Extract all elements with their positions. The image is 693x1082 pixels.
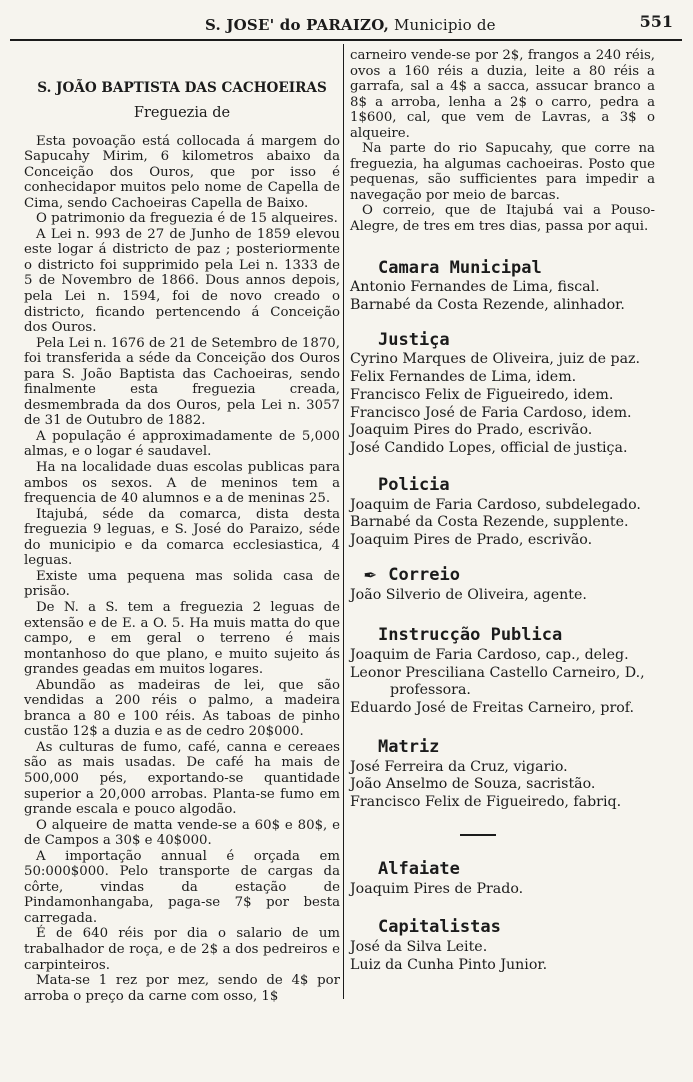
list-item: Francisco José de Faria Cardoso, idem. xyxy=(350,404,632,421)
section-subtitle: Freguezia de xyxy=(133,105,231,121)
policia-heading: Policia xyxy=(378,475,450,496)
paragraph: O alqueire de matta vende-se a 60$ e 80$, e de Campos a 30$ e 40$000. xyxy=(24,817,340,849)
matriz-heading: Matriz xyxy=(378,737,440,758)
running-title-rest: Municipio de xyxy=(393,16,496,34)
alfaiate-heading: Alfaiate xyxy=(378,858,460,879)
list-item: Francisco Felix de Figueiredo, idem. xyxy=(350,386,614,403)
paragraph: Ha na localidade duas escolas publicas para ambos os sexos. A de meninos tem a frequencia de 40 alumnos e a de meninas 25. xyxy=(24,460,340,507)
page-number: 551 xyxy=(639,12,673,31)
paragraph: É de 640 réis por dia o salario de um trabalhador de roça, e de 2$ a dos pedreiros e carpinteiros. xyxy=(24,926,340,973)
left-column xyxy=(24,48,340,1004)
right-column xyxy=(350,48,655,974)
list-item: José da Silva Leite. xyxy=(350,938,488,955)
paragraph: A Lei n. 993 de 27 de Junho de 1859 elevou este logar á districto de paz ; posteriormente o districto foi supprimido pela Lei n. 1333 de 5 de Novembro de 1866. Dous annos depois, pela Lei n. 1594, foi de novo creado o districto, ficando pertencendo á Conceição dos Ouros. xyxy=(24,226,340,336)
instruccao-heading: Instrucção Publica xyxy=(378,625,563,646)
paragraph: As culturas de fumo, café, canna e cereaes são as mais usadas. De café ha mais de 500,000 pés, exportando-se quantidade superior a 20,000 arrobas. Planta-se fumo em grande escala e pouco algodão. xyxy=(24,739,340,818)
paragraph: Existe uma pequena mas solida casa de prisão. xyxy=(24,568,340,600)
camara-heading: Camara Municipal xyxy=(378,257,542,278)
list-item: Joaquim Pires de Prado. xyxy=(350,880,524,897)
paragraph: Pela Lei n. 1676 de 21 de Setembro de 1870, foi transferida a séde da Conceição dos Ouros para S. João Baptista das Cachoeiras, sendo finalmente esta freguezia creada, desmembrada da dos Ouros, pela Lei n. 3057 de 31 de Outubro de 1882. xyxy=(24,335,340,429)
paragraph: A população é approximadamente de 5,000 almas, e o logar é saudavel. xyxy=(24,428,340,460)
paragraph: A importação annual é orçada em 50:000$000. Pelo transporte de cargas da côrte, vindas da estação de Pindamonhangaba, paga-se 7$ por besta carregada. xyxy=(24,848,340,926)
list-item: Luiz da Cunha Pinto Junior. xyxy=(350,956,548,973)
list-item: professora. xyxy=(390,682,471,699)
list-item: Joaquim Pires de Prado, escrivão. xyxy=(350,532,593,549)
correio-heading: Correio xyxy=(388,564,460,585)
page-header xyxy=(0,0,693,44)
list-item: Francisco Felix de Figueiredo, fabriq. xyxy=(350,794,622,811)
paragraph: Abundão as madeiras de lei, que são vendidas a 200 réis o palmo, a madeira branca a 80 e 100 réis. As taboas de pinho custão 12$ a duzia e as de cedro 20$000. xyxy=(24,677,340,740)
paragraph: O correio, que de Itajubá vai a Pouso-Alegre, de tres em tres dias, passa por aqui. xyxy=(350,203,655,235)
list-item: João Anselmo de Souza, sacristão. xyxy=(350,776,596,793)
paragraph: carneiro vende-se por 2$, frangos a 240 réis, ovos a 160 réis a duzia, leite a 80 réis a garrafa, sal a 4$ a sacca, assucar branco a 8$ a arroba, lenha a 2$ o carro, pedra a 1$600, cal, que vem de Lavras, a 3$ o alqueire. xyxy=(350,48,655,141)
paragraph: De N. a S. tem a freguezia 2 leguas de extensão e de E. a O. 5. Ha muis matta do que campo, e em geral o terreno é mais montanhoso do que plano, e muito sujeito ás grandes geadas em muitos logares. xyxy=(24,599,340,678)
running-head xyxy=(205,16,496,34)
list-item: Joaquim de Faria Cardoso, subdelegado. xyxy=(350,496,641,513)
list-item: Barnabé da Costa Rezende, supplente. xyxy=(350,514,629,531)
list-item: Antonio Fernandes de Lima, fiscal. xyxy=(350,279,600,296)
justica-heading: Justiça xyxy=(378,329,450,350)
list-item: José Ferreira da Cruz, vigario. xyxy=(350,758,568,775)
list-item: Joaquim de Faria Cardoso, cap., deleg. xyxy=(350,646,629,663)
list-item: Cyrino Marques de Oliveira, juiz de paz. xyxy=(350,351,641,368)
list-item: Joaquim Pires do Prado, escrivão. xyxy=(350,422,593,439)
column-divider xyxy=(343,44,344,999)
quill-icon: ✒ xyxy=(364,560,377,585)
section-title: S. JOÃO BAPTISTA DAS CACHOEIRAS xyxy=(37,80,327,96)
correio-section xyxy=(364,560,655,585)
capitalistas-heading: Capitalistas xyxy=(378,917,501,938)
list-item: José Candido Lopes, official de justiça. xyxy=(350,440,628,457)
paragraph: O patrimonio da freguezia é de 15 alqueires. xyxy=(36,211,338,227)
paragraph: Itajubá, séde da comarca, dista desta freguezia 9 leguas, e S. José do Paraizo, séde do municipio e da comarca ecclesiastica, 4 leguas. xyxy=(24,506,340,569)
paragraph: Na parte do rio Sapucahy, que corre na freguezia, ha algumas cachoeiras. Posto que pequenas, são sufficientes para impedir a navegação por meio de barcas. xyxy=(350,141,655,203)
section-divider xyxy=(460,834,496,836)
list-item: Leonor Presciliana Castello Carneiro, D., xyxy=(350,664,645,681)
header-rule xyxy=(10,39,682,41)
paragraph: Mata-se 1 rez por mez, sendo de 4$ por arroba o preço da carne com osso, 1$ xyxy=(24,973,340,1004)
list-item: João Silverio de Oliveira, agente. xyxy=(350,586,587,603)
list-item: Eduardo José de Freitas Carneiro, prof. xyxy=(350,700,635,717)
list-item: Felix Fernandes de Lima, idem. xyxy=(350,369,577,386)
running-title-bold: S. JOSE' do PARAIZO, xyxy=(205,16,390,34)
paragraph: Esta povoação está collocada á margem do Sapucahy Mirim, 6 kilometros abaixo da Conceição dos Ouros, que por isso é conhecidapor muitos pelo nome de Capella de Cima, sendo Cachoeiras Capella de Baixo. xyxy=(24,133,340,211)
list-item: Barnabé da Costa Rezende, alinhador. xyxy=(350,296,625,313)
